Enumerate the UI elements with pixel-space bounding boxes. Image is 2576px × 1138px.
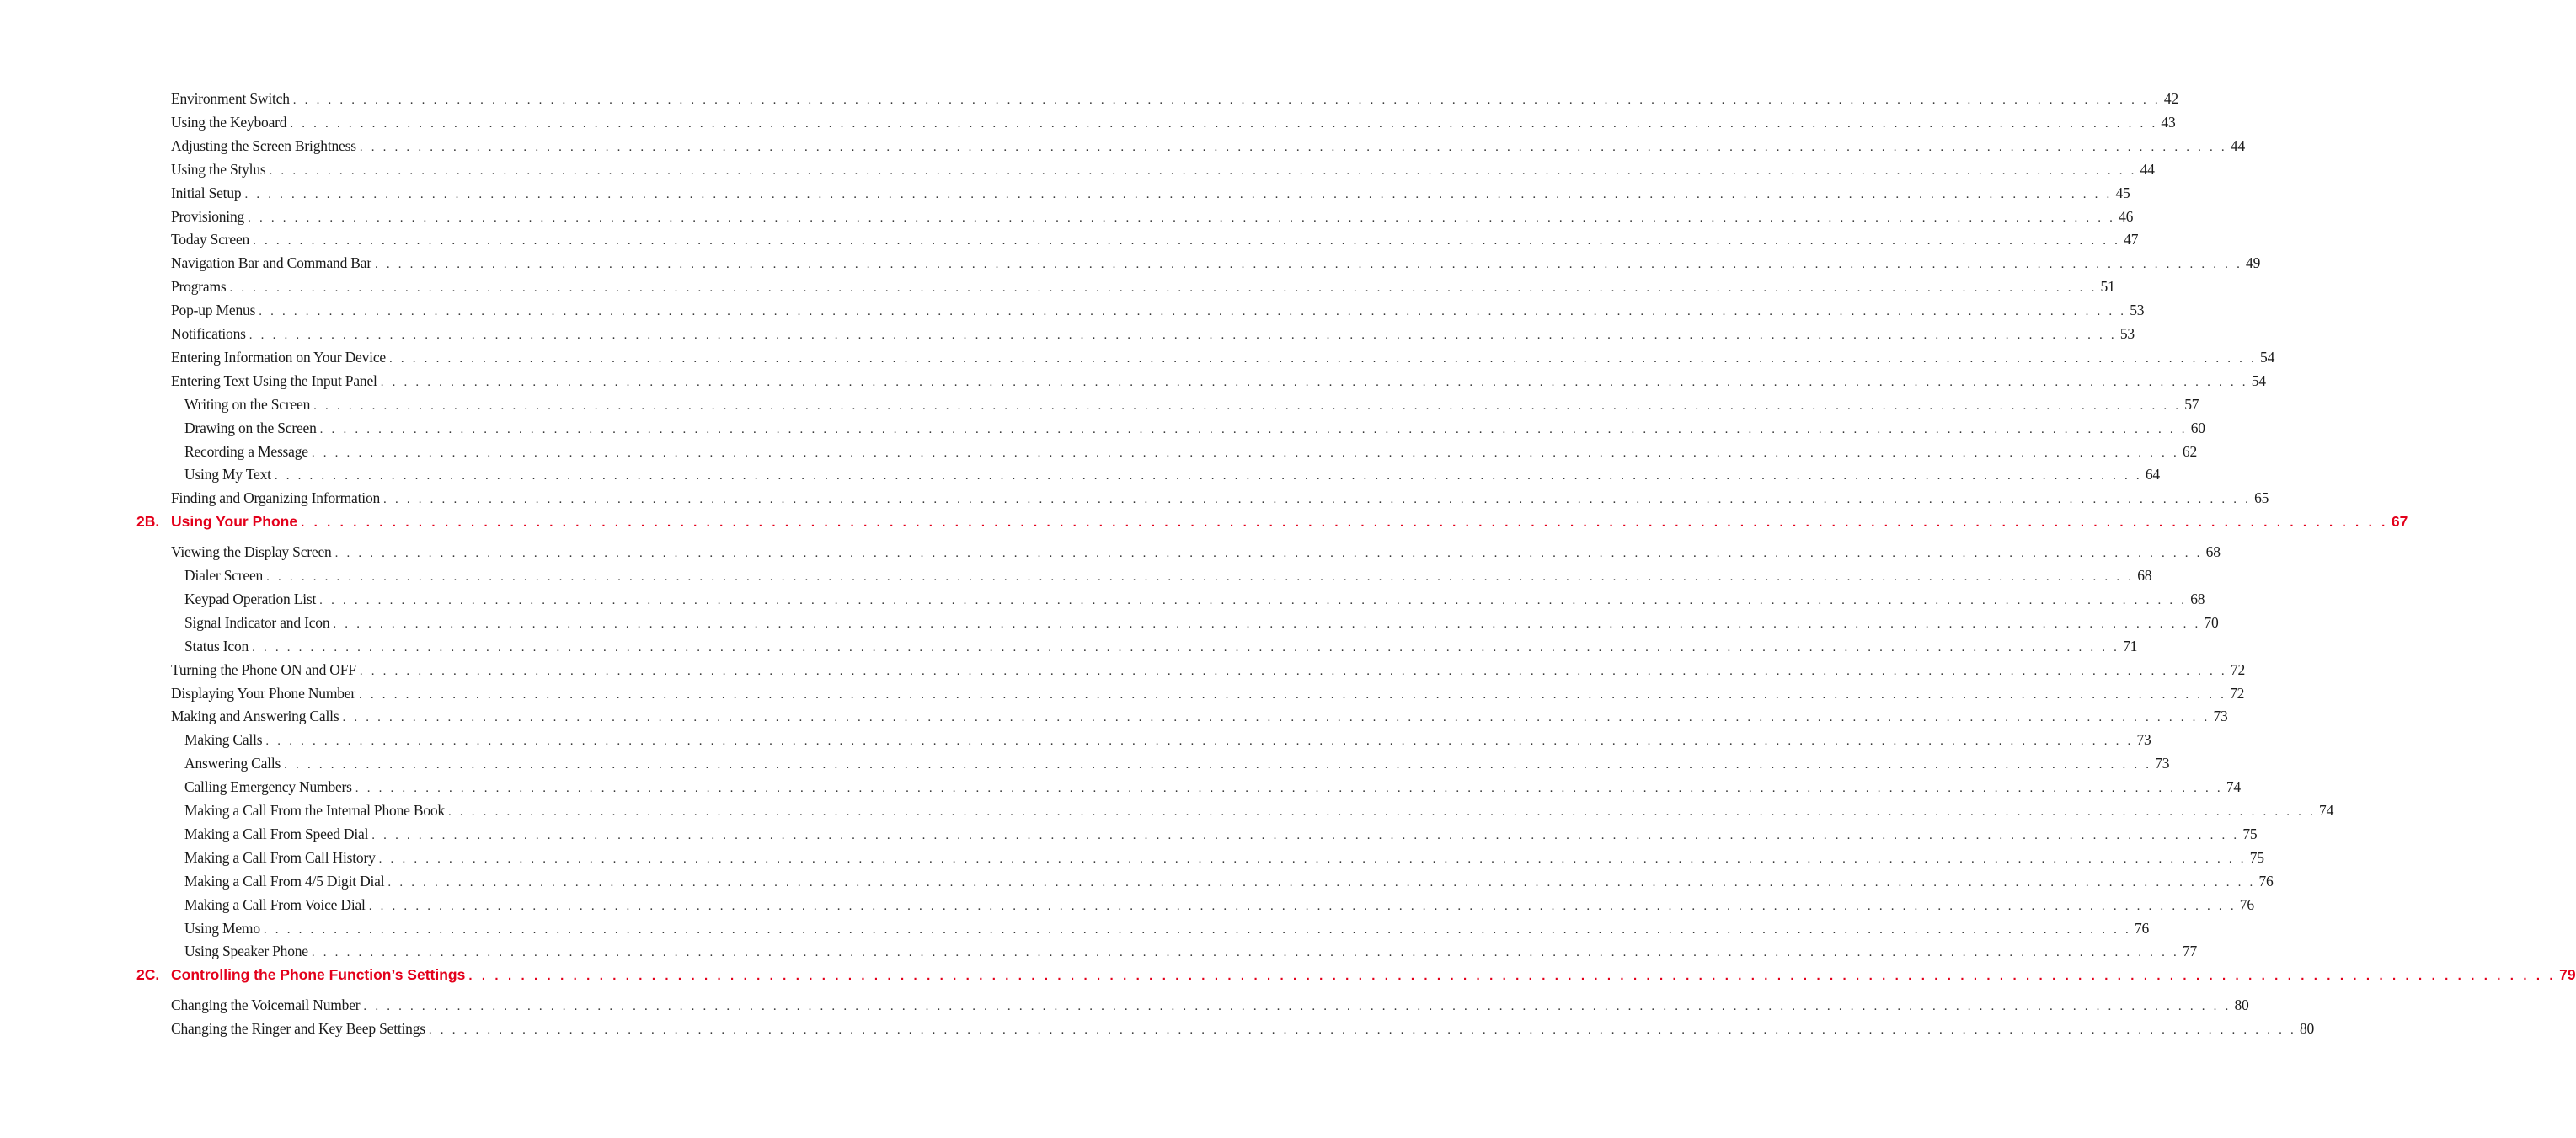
- toc-page-number: 80: [2234, 996, 2249, 1014]
- dot-leader: . . . . . . . . . . . . . . . . . . . . . . . . . . . . . . . . . . . . . . . . . . . . . . . . . . . . . . . . . . . . . . . . . . . . . . . . . . . . . . . . . . . . . . . . . . . . . . . . . . . . . . . . . . . . . . . . . . . . . . . . . . . . . . . . . . . . . . . . . . . . . . . . . . . . . . . . . . . . . . . .: [368, 899, 2237, 913]
- toc-entry: [0, 659, 2245, 681]
- toc-page-number: 53: [2130, 302, 2145, 319]
- toc-entry-title: Finding and Organizing Information: [171, 489, 381, 507]
- dot-leader: . . . . . . . . . . . . . . . . . . . . . . . . . . . . . . . . . . . . . . . . . . . . . . . . . . . . . . . . . . . . . . . . . . . . . . . . . . . . . . . . . . . . . . . . . . . . . . . . . . . . . . . . . . . . . . . . . . . . . . . . . . . . . . . . . . . . . . . . . . . . . . . . . . . . . . . . . . . . . . . .: [363, 1000, 2231, 1014]
- toc-entry: [0, 870, 2274, 892]
- toc-leader-line: [171, 182, 2130, 204]
- toc-page-number: 44: [2230, 136, 2245, 154]
- toc-leader-line: [184, 799, 2334, 821]
- toc-page-number: 64: [2145, 466, 2160, 484]
- dot-leader: . . . . . . . . . . . . . . . . . . . . . . . . . . . . . . . . . . . . . . . . . . . . . . . . . . . . . . . . . . . . . . . . . . . . . . . . . . . . . . . . . . . . . . . . . . . . . . . . . . . . . . . . . . . . . . . . . . . . . . . . . . . . . . . . . . . . . . . . . . . . . . . . . . . . . . . . . . . . . . . .: [249, 329, 2117, 342]
- toc-entry-title: Writing on the Screen: [184, 395, 311, 413]
- toc-page-number: 77: [2182, 943, 2198, 960]
- toc-page-number: 68: [2205, 543, 2221, 561]
- toc-leader-line: [171, 682, 2245, 704]
- toc-page-number: 68: [2190, 590, 2205, 607]
- toc-entry: [0, 417, 2205, 439]
- toc-entry-title: Signal Indicator and Icon: [184, 613, 330, 631]
- toc-entry: [0, 682, 2245, 704]
- toc-page-number: 76: [2239, 895, 2254, 913]
- toc-leader-line: [171, 299, 2145, 321]
- toc-entry: [0, 799, 2334, 821]
- dot-leader: . . . . . . . . . . . . . . . . . . . . . . . . . . . . . . . . . . . . . . . . . . . . . . . . . . . . . . . . . . . . . . . . . . . . . . . . . . . . . . . . . . . . . . . . . . . . . . . . . . . . . . . . . . . . . . . . . . . . . . . . . . . . . . . . . . . . . . . . . . . . . . . . . . . . . . . . . . . . . . . .: [292, 93, 2161, 107]
- toc-page-number: 47: [2124, 231, 2139, 248]
- toc-entry-title: Recording a Message: [184, 442, 308, 460]
- toc-entry: [0, 111, 2176, 133]
- dot-leader: . . . . . . . . . . . . . . . . . . . . . . . . . . . . . . . . . . . . . . . . . . . . . . . . . . . . . . . . . . . . . . . . . . . . . . . . . . . . . . . . . . . . . . . . . . . . . . . . . . . . . . . . . . . . . . . . . . . . . . . . . . . . . . . . . . . . . . . . . . . . . . . . . . . . . . . . . . . . . . . .: [290, 116, 2158, 131]
- toc-entry: [0, 487, 2269, 509]
- toc-entry: [0, 917, 2150, 939]
- toc-page-number: 54: [2251, 371, 2266, 389]
- toc-leader-line: [184, 847, 2264, 868]
- toc-entry-title: Dialer Screen: [184, 567, 264, 584]
- toc-entry-title: Using the Keyboard: [171, 113, 287, 131]
- dot-leader: . . . . . . . . . . . . . . . . . . . . . . . . . . . . . . . . . . . . . . . . . . . . . . . . . . . . . . . . . . . . . . . . . . . . . . . . . . . . . . . . . . . . . . . . . . . . . . . . . . . . . . . . . . . . . . . . . . . . . . . . . . . . . . . . . . . . . . . . . . . . . . . . . . . . . . . . . . . . . . . .: [265, 735, 2134, 749]
- toc-leader-line: [171, 346, 2275, 368]
- toc-entry-title: Today Screen: [171, 231, 250, 248]
- toc-entry-title: Navigation Bar and Command Bar: [171, 254, 371, 272]
- dot-leader: . . . . . . . . . . . . . . . . . . . . . . . . . . . . . . . . . . . . . . . . . . . . . . . . . . . . . . . . . . . . . . . . . . . . . . . . . . . . . . . . . . . . . . . . . . . . . . . . . . . . . . . . . . . . . . . . . . . . . . . . . . . . . . . . . . . . . . . . . . . . . . . . . . . . . . . . . . . . . . . .: [311, 946, 2179, 960]
- toc-leader-line: [171, 659, 2245, 681]
- toc-page-number: 80: [2299, 1020, 2315, 1038]
- toc-entry: [0, 370, 2266, 392]
- dot-leader: . . . . . . . . . . . . . . . . . . . . . . . . . . . . . . . . . . . . . . . . . . . . . . . . . . . . . . . . . . . . . . . . . . . . . . . . . . . . . . . . . . . . . . . . . . . . . . . . . . . . . . . . . . . . . . . . . . . . . . . . . . . . . . . . . . . . . . . . . . . . . . . . . . . . . . . . . . . . . . . .: [252, 640, 2120, 654]
- toc-entry-title: Calling Emergency Numbers: [184, 778, 352, 796]
- dot-leader: . . . . . . . . . . . . . . . . . . . . . . . . . . . . . . . . . . . . . . . . . . . . . . . . . . . . . . . . . . . . . . . . . . . . . . . . . . . . . . . . . . . . . . . . . . . . . . . . . . . . . . . . . . . . . . . . . . . . . . . . . . . . . . . . . . . . . . . . . . . . . . . . . . . . . . . . . . . . . . . .: [334, 547, 2203, 561]
- toc-page-number: 49: [2246, 254, 2261, 272]
- toc-page-number: 72: [2230, 684, 2245, 702]
- toc-entry-title: Initial Setup: [171, 184, 242, 201]
- dot-leader: . . . . . . . . . . . . . . . . . . . . . . . . . . . . . . . . . . . . . . . . . . . . . . . . . . . . . . . . . . . . . . . . . . . . . . . . . . . . . . . . . . . . . . . . . . . . . . . . . . . . . . . . . . . . . . . . . . . . . . . . . . . . . . . . . . . . . . . . . . . . . . . . . . . . . . . . . . . . . . . .: [383, 493, 2252, 507]
- toc-leader-line: [171, 964, 2576, 986]
- toc-entry: [0, 752, 2170, 774]
- toc-page-number: 67: [2391, 513, 2408, 531]
- toc-entry-title: Entering Information on Your Device: [171, 348, 386, 366]
- toc-entry-title: Answering Calls: [184, 755, 281, 772]
- toc-page-number: 62: [2182, 442, 2198, 460]
- toc-leader-line: [171, 252, 2261, 274]
- toc-entry-title: Keypad Operation List: [184, 590, 317, 607]
- toc-entry: [0, 776, 2241, 798]
- dot-leader: . . . . . . . . . . . . . . . . . . . . . . . . . . . . . . . . . . . . . . . . . . . . . . . . . . . . . . . . . . . . . . . . . . . . . . . . . . . . . . . . . . . . . . . . . . . . . . . . . . . . . . . . . . . . . . . . . . . . . . . . . . . . . . . . . . . . . . . . . . . . . . . . . . . . . . . . . . . . . . . .: [468, 969, 2557, 984]
- toc-entry-title: Using the Stylus: [171, 160, 266, 178]
- dot-leader: . . . . . . . . . . . . . . . . . . . . . . . . . . . . . . . . . . . . . . . . . . . . . . . . . . . . . . . . . . . . . . . . . . . . . . . . . . . . . . . . . . . . . . . . . . . . . . . . . . . . . . . . . . . . . . . . . . . . . . . . . . . . . . . . . . . . . . . . . . . . . . . . . . . . . . . . . . . . . . . .: [301, 516, 2388, 531]
- toc-entry-title: Turning the Phone ON and OFF: [171, 660, 356, 678]
- dot-leader: . . . . . . . . . . . . . . . . . . . . . . . . . . . . . . . . . . . . . . . . . . . . . . . . . . . . . . . . . . . . . . . . . . . . . . . . . . . . . . . . . . . . . . . . . . . . . . . . . . . . . . . . . . . . . . . . . . . . . . . . . . . . . . . . . . . . . . . . . . . . . . . . . . . . . . . . . . . . . . . .: [266, 570, 2135, 584]
- toc-page-number: 60: [2190, 419, 2205, 436]
- dot-leader: . . . . . . . . . . . . . . . . . . . . . . . . . . . . . . . . . . . . . . . . . . . . . . . . . . . . . . . . . . . . . . . . . . . . . . . . . . . . . . . . . . . . . . . . . . . . . . . . . . . . . . . . . . . . . . . . . . . . . . . . . . . . . . . . . . . . . . . . . . . . . . . . . . . . . . . . . . . . . . . .: [371, 828, 2240, 842]
- toc-page-number: 57: [2184, 395, 2199, 413]
- toc-entry: [0, 323, 2135, 345]
- section-number: 2B.: [136, 513, 160, 531]
- dot-leader: . . . . . . . . . . . . . . . . . . . . . . . . . . . . . . . . . . . . . . . . . . . . . . . . . . . . . . . . . . . . . . . . . . . . . . . . . . . . . . . . . . . . . . . . . . . . . . . . . . . . . . . . . . . . . . . . . . . . . . . . . . . . . . . . . . . . . . . . . . . . . . . . . . . . . . . . . . . . . . . .: [274, 469, 2142, 484]
- toc-leader-line: [171, 111, 2176, 133]
- toc-leader-line: [184, 635, 2138, 657]
- dot-leader: . . . . . . . . . . . . . . . . . . . . . . . . . . . . . . . . . . . . . . . . . . . . . . . . . . . . . . . . . . . . . . . . . . . . . . . . . . . . . . . . . . . . . . . . . . . . . . . . . . . . . . . . . . . . . . . . . . . . . . . . . . . . . . . . . . . . . . . . . . . . . . . . . . . . . . . . . . . . . . . .: [248, 211, 2116, 225]
- dot-leader: . . . . . . . . . . . . . . . . . . . . . . . . . . . . . . . . . . . . . . . . . . . . . . . . . . . . . . . . . . . . . . . . . . . . . . . . . . . . . . . . . . . . . . . . . . . . . . . . . . . . . . . . . . . . . . . . . . . . . . . . . . . . . . . . . . . . . . . . . . . . . . . . . . . . . . . . . . . . . . . .: [319, 593, 2188, 607]
- toc-entry: [0, 182, 2130, 204]
- dot-leader: . . . . . . . . . . . . . . . . . . . . . . . . . . . . . . . . . . . . . . . . . . . . . . . . . . . . . . . . . . . . . . . . . . . . . . . . . . . . . . . . . . . . . . . . . . . . . . . . . . . . . . . . . . . . . . . . . . . . . . . . . . . . . . . . . . . . . . . . . . . . . . . . . . . . . . . . . . . . . . . .: [313, 398, 2182, 413]
- dot-leader: . . . . . . . . . . . . . . . . . . . . . . . . . . . . . . . . . . . . . . . . . . . . . . . . . . . . . . . . . . . . . . . . . . . . . . . . . . . . . . . . . . . . . . . . . . . . . . . . . . . . . . . . . . . . . . . . . . . . . . . . . . . . . . . . . . . . . . . . . . . . . . . . . . . . . . . . . . . . . . . .: [355, 782, 2223, 796]
- toc-entry-title: Pop-up Menus: [171, 302, 256, 319]
- toc-leader-line: [184, 894, 2254, 916]
- toc-leader-line: [171, 705, 2228, 727]
- toc-entry-title: Making a Call From Voice Dial: [184, 895, 366, 913]
- toc-entry: [0, 541, 2221, 563]
- toc-leader-line: [184, 823, 2258, 845]
- toc-page-number: 44: [2140, 160, 2155, 178]
- toc-entry: [0, 88, 2178, 110]
- section-number: 2C.: [136, 966, 160, 984]
- toc-leader-line: [184, 588, 2205, 610]
- toc-leader-line: [184, 752, 2170, 774]
- toc-leader-line: [184, 441, 2198, 462]
- toc-entry: [0, 729, 2151, 751]
- toc-entry-title: Using Speaker Phone: [184, 943, 308, 960]
- dot-leader: . . . . . . . . . . . . . . . . . . . . . . . . . . . . . . . . . . . . . . . . . . . . . . . . . . . . . . . . . . . . . . . . . . . . . . . . . . . . . . . . . . . . . . . . . . . . . . . . . . . . . . . . . . . . . . . . . . . . . . . . . . . . . . . . . . . . . . . . . . . . . . . . . . . . . . . . . . . . . . . .: [359, 687, 2227, 702]
- toc-entry: [0, 441, 2198, 462]
- toc-page-number: 68: [2137, 567, 2152, 584]
- dot-leader: . . . . . . . . . . . . . . . . . . . . . . . . . . . . . . . . . . . . . . . . . . . . . . . . . . . . . . . . . . . . . . . . . . . . . . . . . . . . . . . . . . . . . . . . . . . . . . . . . . . . . . . . . . . . . . . . . . . . . . . . . . . . . . . . . . . . . . . . . . . . . . . . . . . . . . . . . . . . . . . .: [380, 375, 2248, 389]
- dot-leader: . . . . . . . . . . . . . . . . . . . . . . . . . . . . . . . . . . . . . . . . . . . . . . . . . . . . . . . . . . . . . . . . . . . . . . . . . . . . . . . . . . . . . . . . . . . . . . . . . . . . . . . . . . . . . . . . . . . . . . . . . . . . . . . . . . . . . . . . . . . . . . . . . . . . . . . . . . . . . . . .: [244, 187, 2113, 201]
- toc-leader-line: [171, 1018, 2315, 1039]
- toc-entry: [0, 135, 2245, 157]
- toc-entry: [0, 823, 2258, 845]
- dot-leader: . . . . . . . . . . . . . . . . . . . . . . . . . . . . . . . . . . . . . . . . . . . . . . . . . . . . . . . . . . . . . . . . . . . . . . . . . . . . . . . . . . . . . . . . . . . . . . . . . . . . . . . . . . . . . . . . . . . . . . . . . . . . . . . . . . . . . . . . . . . . . . . . . . . . . . . . . . . . . . . .: [447, 805, 2317, 819]
- dot-leader: . . . . . . . . . . . . . . . . . . . . . . . . . . . . . . . . . . . . . . . . . . . . . . . . . . . . . . . . . . . . . . . . . . . . . . . . . . . . . . . . . . . . . . . . . . . . . . . . . . . . . . . . . . . . . . . . . . . . . . . . . . . . . . . . . . . . . . . . . . . . . . . . . . . . . . . . . . . . . . . .: [359, 140, 2227, 154]
- dot-leader: . . . . . . . . . . . . . . . . . . . . . . . . . . . . . . . . . . . . . . . . . . . . . . . . . . . . . . . . . . . . . . . . . . . . . . . . . . . . . . . . . . . . . . . . . . . . . . . . . . . . . . . . . . . . . . . . . . . . . . . . . . . . . . . . . . . . . . . . . . . . . . . . . . . . . . . . . . . . . . . .: [428, 1023, 2296, 1038]
- toc-page-number: 42: [2163, 90, 2178, 107]
- toc-page-number: 76: [2134, 919, 2150, 937]
- toc-section-heading: [0, 964, 2576, 986]
- toc-leader-line: [184, 729, 2151, 751]
- toc-entry-title: Status Icon: [184, 637, 249, 654]
- toc-leader-line: [171, 206, 2134, 227]
- toc-entry-title: Entering Text Using the Input Panel: [171, 371, 377, 389]
- toc-entry: [0, 894, 2254, 916]
- toc-entry-title: Making a Call From 4/5 Digit Dial: [184, 872, 385, 890]
- toc-page-number: 70: [2204, 613, 2219, 631]
- toc-leader-line: [171, 88, 2178, 110]
- toc-entry-title: Displaying Your Phone Number: [171, 684, 355, 702]
- toc-leader-line: [184, 417, 2205, 439]
- toc-entry-title: Making Calls: [184, 731, 263, 749]
- toc-page-number: 79: [2559, 966, 2576, 984]
- toc-leader-line: [184, 393, 2199, 415]
- dot-leader: . . . . . . . . . . . . . . . . . . . . . . . . . . . . . . . . . . . . . . . . . . . . . . . . . . . . . . . . . . . . . . . . . . . . . . . . . . . . . . . . . . . . . . . . . . . . . . . . . . . . . . . . . . . . . . . . . . . . . . . . . . . . . . . . . . . . . . . . . . . . . . . . . . . . . . . . . . . . . . . .: [229, 281, 2098, 296]
- toc-entry: [0, 158, 2155, 180]
- toc-page-number: 72: [2230, 660, 2245, 678]
- toc-entry: [0, 612, 2219, 633]
- toc-page-number: 65: [2254, 489, 2269, 507]
- dot-leader: . . . . . . . . . . . . . . . . . . . . . . . . . . . . . . . . . . . . . . . . . . . . . . . . . . . . . . . . . . . . . . . . . . . . . . . . . . . . . . . . . . . . . . . . . . . . . . . . . . . . . . . . . . . . . . . . . . . . . . . . . . . . . . . . . . . . . . . . . . . . . . . . . . . . . . . . . . . . . . . .: [311, 446, 2179, 460]
- toc-leader-line: [184, 564, 2152, 586]
- toc-entry-title: Provisioning: [171, 207, 245, 225]
- toc-entry: [0, 588, 2205, 610]
- toc-entry: [0, 564, 2152, 586]
- toc-entry-title: Notifications: [171, 325, 246, 342]
- toc-section-heading: [0, 510, 2408, 532]
- toc-entry-title: Drawing on the Screen: [184, 419, 317, 436]
- toc-entry-title: Using Memo: [184, 919, 260, 937]
- dot-leader: . . . . . . . . . . . . . . . . . . . . . . . . . . . . . . . . . . . . . . . . . . . . . . . . . . . . . . . . . . . . . . . . . . . . . . . . . . . . . . . . . . . . . . . . . . . . . . . . . . . . . . . . . . . . . . . . . . . . . . . . . . . . . . . . . . . . . . . . . . . . . . . . . . . . . . . . . . . . . . . .: [253, 234, 2121, 248]
- toc-leader-line: [171, 158, 2155, 180]
- toc-page-number: 46: [2119, 207, 2134, 225]
- toc-entry: [0, 463, 2160, 485]
- dot-leader: . . . . . . . . . . . . . . . . . . . . . . . . . . . . . . . . . . . . . . . . . . . . . . . . . . . . . . . . . . . . . . . . . . . . . . . . . . . . . . . . . . . . . . . . . . . . . . . . . . . . . . . . . . . . . . . . . . . . . . . . . . . . . . . . . . . . . . . . . . . . . . . . . . . . . . . . . . . . . . . .: [269, 163, 2137, 178]
- toc-entry-title: Making and Answering Calls: [171, 708, 339, 725]
- toc-page-number: 73: [2213, 708, 2228, 725]
- toc-page-number: 73: [2155, 755, 2170, 772]
- toc-leader-line: [171, 228, 2139, 250]
- toc-leader-line: [184, 917, 2150, 939]
- toc-leader-line: [171, 994, 2249, 1016]
- toc-entry-title: Changing the Voicemail Number: [171, 996, 361, 1014]
- dot-leader: . . . . . . . . . . . . . . . . . . . . . . . . . . . . . . . . . . . . . . . . . . . . . . . . . . . . . . . . . . . . . . . . . . . . . . . . . . . . . . . . . . . . . . . . . . . . . . . . . . . . . . . . . . . . . . . . . . . . . . . . . . . . . . . . . . . . . . . . . . . . . . . . . . . . . . . . . . . . . . . .: [359, 664, 2227, 678]
- toc-page-number: 71: [2123, 637, 2138, 654]
- toc-entry-title: Viewing the Display Screen: [171, 543, 332, 561]
- toc-page-number: 75: [2249, 848, 2264, 866]
- dot-leader: . . . . . . . . . . . . . . . . . . . . . . . . . . . . . . . . . . . . . . . . . . . . . . . . . . . . . . . . . . . . . . . . . . . . . . . . . . . . . . . . . . . . . . . . . . . . . . . . . . . . . . . . . . . . . . . . . . . . . . . . . . . . . . . . . . . . . . . . . . . . . . . . . . . . . . . . . . . . . . . .: [378, 852, 2247, 866]
- toc-entry-title: Making a Call From Call History: [184, 848, 376, 866]
- toc-entry: [0, 1018, 2315, 1039]
- toc-entry: [0, 346, 2275, 368]
- toc-entry: [0, 635, 2138, 657]
- toc-leader-line: [184, 940, 2198, 962]
- toc-entry: [0, 940, 2198, 962]
- toc-leader-line: [171, 487, 2269, 509]
- toc-page-number: 74: [2226, 778, 2241, 796]
- toc-entry: [0, 275, 2115, 297]
- toc-entry-title: Adjusting the Screen Brightness: [171, 136, 356, 154]
- toc-entry: [0, 847, 2264, 868]
- toc-entry: [0, 994, 2249, 1016]
- dot-leader: . . . . . . . . . . . . . . . . . . . . . . . . . . . . . . . . . . . . . . . . . . . . . . . . . . . . . . . . . . . . . . . . . . . . . . . . . . . . . . . . . . . . . . . . . . . . . . . . . . . . . . . . . . . . . . . . . . . . . . . . . . . . . . . . . . . . . . . . . . . . . . . . . . . . . . . . . . . . . . . .: [259, 305, 2127, 319]
- toc-entry: [0, 299, 2145, 321]
- toc-page-number: 54: [2260, 348, 2275, 366]
- toc-page-number: 74: [2319, 802, 2334, 819]
- toc-entry-title: Using Your Phone: [171, 513, 298, 531]
- toc-entry-title: Changing the Ringer and Key Beep Settings: [171, 1020, 425, 1038]
- toc-page-number: 76: [2258, 872, 2274, 890]
- toc-leader-line: [171, 541, 2221, 563]
- toc-page-number: 45: [2115, 184, 2130, 201]
- dot-leader: . . . . . . . . . . . . . . . . . . . . . . . . . . . . . . . . . . . . . . . . . . . . . . . . . . . . . . . . . . . . . . . . . . . . . . . . . . . . . . . . . . . . . . . . . . . . . . . . . . . . . . . . . . . . . . . . . . . . . . . . . . . . . . . . . . . . . . . . . . . . . . . . . . . . . . . . . . . . . . . .: [319, 422, 2188, 436]
- toc-entry: [0, 393, 2199, 415]
- toc-entry-title: Using My Text: [184, 466, 271, 484]
- dot-leader: . . . . . . . . . . . . . . . . . . . . . . . . . . . . . . . . . . . . . . . . . . . . . . . . . . . . . . . . . . . . . . . . . . . . . . . . . . . . . . . . . . . . . . . . . . . . . . . . . . . . . . . . . . . . . . . . . . . . . . . . . . . . . . . . . . . . . . . . . . . . . . . . . . . . . . . . . . . . . . . .: [387, 875, 2256, 890]
- toc-page-number: 53: [2119, 325, 2135, 342]
- toc-leader-line: [184, 463, 2160, 485]
- toc-leader-line: [171, 323, 2135, 345]
- toc-entry: [0, 206, 2134, 227]
- toc-entry-title: Making a Call From Speed Dial: [184, 825, 369, 842]
- toc-entry: [0, 228, 2139, 250]
- dot-leader: . . . . . . . . . . . . . . . . . . . . . . . . . . . . . . . . . . . . . . . . . . . . . . . . . . . . . . . . . . . . . . . . . . . . . . . . . . . . . . . . . . . . . . . . . . . . . . . . . . . . . . . . . . . . . . . . . . . . . . . . . . . . . . . . . . . . . . . . . . . . . . . . . . . . . . . . . . . . . . . .: [374, 258, 2243, 272]
- toc-leader-line: [171, 510, 2408, 532]
- toc-entry-title: Making a Call From the Internal Phone Book: [184, 802, 445, 819]
- toc-page-number: 43: [2161, 113, 2176, 131]
- toc-page-number: 51: [2100, 278, 2115, 296]
- dot-leader: . . . . . . . . . . . . . . . . . . . . . . . . . . . . . . . . . . . . . . . . . . . . . . . . . . . . . . . . . . . . . . . . . . . . . . . . . . . . . . . . . . . . . . . . . . . . . . . . . . . . . . . . . . . . . . . . . . . . . . . . . . . . . . . . . . . . . . . . . . . . . . . . . . . . . . . . . . . . . . . .: [333, 617, 2201, 631]
- toc-leader-line: [184, 870, 2274, 892]
- toc-leader-line: [184, 776, 2241, 798]
- dot-leader: . . . . . . . . . . . . . . . . . . . . . . . . . . . . . . . . . . . . . . . . . . . . . . . . . . . . . . . . . . . . . . . . . . . . . . . . . . . . . . . . . . . . . . . . . . . . . . . . . . . . . . . . . . . . . . . . . . . . . . . . . . . . . . . . . . . . . . . . . . . . . . . . . . . . . . . . . . . . . . . .: [342, 711, 2210, 725]
- dot-leader: . . . . . . . . . . . . . . . . . . . . . . . . . . . . . . . . . . . . . . . . . . . . . . . . . . . . . . . . . . . . . . . . . . . . . . . . . . . . . . . . . . . . . . . . . . . . . . . . . . . . . . . . . . . . . . . . . . . . . . . . . . . . . . . . . . . . . . . . . . . . . . . . . . . . . . . . . . . . . . . .: [284, 758, 2152, 772]
- toc-leader-line: [171, 135, 2245, 157]
- toc-entry: [0, 252, 2261, 274]
- toc-entry-title: Controlling the Phone Function’s Settings: [171, 966, 466, 984]
- dot-leader: . . . . . . . . . . . . . . . . . . . . . . . . . . . . . . . . . . . . . . . . . . . . . . . . . . . . . . . . . . . . . . . . . . . . . . . . . . . . . . . . . . . . . . . . . . . . . . . . . . . . . . . . . . . . . . . . . . . . . . . . . . . . . . . . . . . . . . . . . . . . . . . . . . . . . . . . . . . . . . . .: [388, 351, 2258, 366]
- toc-page-number: 75: [2242, 825, 2258, 842]
- toc-page-number: 73: [2136, 731, 2151, 749]
- toc-leader-line: [171, 275, 2115, 297]
- toc-leader-line: [184, 612, 2219, 633]
- toc-entry: [0, 705, 2228, 727]
- dot-leader: . . . . . . . . . . . . . . . . . . . . . . . . . . . . . . . . . . . . . . . . . . . . . . . . . . . . . . . . . . . . . . . . . . . . . . . . . . . . . . . . . . . . . . . . . . . . . . . . . . . . . . . . . . . . . . . . . . . . . . . . . . . . . . . . . . . . . . . . . . . . . . . . . . . . . . . . . . . . . . . .: [263, 922, 2131, 937]
- toc-entry-title: Environment Switch: [171, 90, 290, 107]
- toc-leader-line: [171, 370, 2266, 392]
- toc-entry-title: Programs: [171, 278, 227, 296]
